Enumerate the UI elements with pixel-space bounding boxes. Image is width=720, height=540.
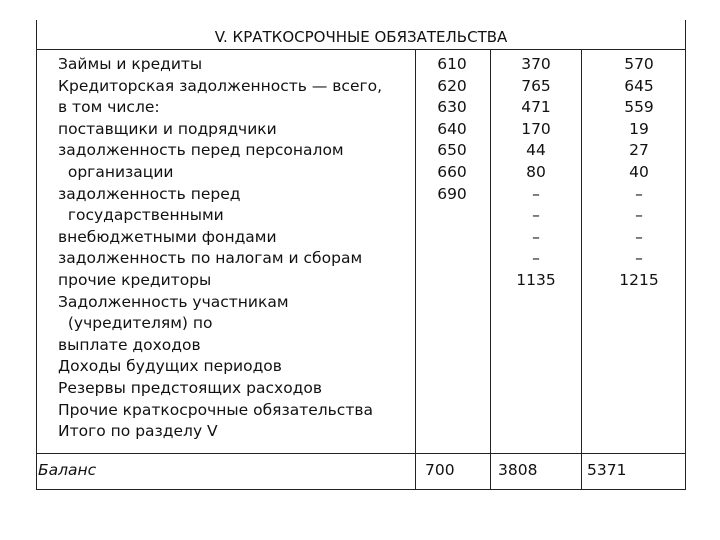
end-value: 27 xyxy=(629,141,649,160)
row-code: 640 xyxy=(437,119,467,138)
table-left-border xyxy=(36,20,37,490)
row-label: в том числе: xyxy=(58,98,160,117)
end-value: – xyxy=(635,184,643,203)
begin-value: – xyxy=(532,249,540,268)
row-code: 690 xyxy=(437,184,467,203)
row-label: прочие кредиторы xyxy=(58,270,212,289)
end-value: – xyxy=(635,249,643,268)
row-label: организации xyxy=(58,162,174,181)
row-label: Резервы предстоящих расходов xyxy=(58,378,323,397)
end-value: 570 xyxy=(624,55,654,73)
end-value: – xyxy=(635,227,643,246)
footer-rule xyxy=(36,453,686,454)
row-label: Итого по разделу V xyxy=(58,422,218,441)
begin-value: 370 xyxy=(521,55,551,73)
row-code: 630 xyxy=(437,98,467,117)
code-column xyxy=(428,54,476,205)
row-label: задолженность по налогам и сборам xyxy=(58,249,363,268)
begin-value: – xyxy=(532,227,540,246)
end-value: 40 xyxy=(629,162,649,181)
row-label: государственными xyxy=(58,206,224,225)
header-rule xyxy=(36,49,686,50)
balance-begin-value: 3808 xyxy=(498,461,538,479)
section-title: V. КРАТКОСРОЧНЫЕ ОБЯЗАТЕЛЬСТВА xyxy=(214,28,508,46)
column-divider xyxy=(490,50,491,490)
row-label: Займы и кредиты xyxy=(58,55,203,73)
row-labels xyxy=(58,54,382,443)
row-label: поставщики и подрядчики xyxy=(58,119,277,138)
end-value: 559 xyxy=(624,98,654,117)
row-label: задолженность перед xyxy=(58,184,241,203)
row-label: (учредителям) по xyxy=(58,314,213,333)
row-code: 650 xyxy=(437,141,467,160)
begin-value: 1135 xyxy=(516,270,556,289)
begin-value: 471 xyxy=(521,98,551,117)
balance-end-value: 5371 xyxy=(587,461,627,479)
row-label: Задолженность участникам xyxy=(58,292,289,311)
bottom-rule xyxy=(36,489,686,490)
row-code: 610 xyxy=(437,55,467,73)
row-label: внебюджетными фондами xyxy=(58,227,277,246)
row-code: 660 xyxy=(437,162,467,181)
row-label: задолженность перед персоналом xyxy=(58,141,344,160)
column-divider xyxy=(581,50,582,490)
end-value: 645 xyxy=(624,76,654,95)
balance-code: 700 xyxy=(425,461,455,479)
row-label: Доходы будущих периодов xyxy=(58,357,282,376)
begin-value: 80 xyxy=(526,162,546,181)
end-value: 1215 xyxy=(619,270,659,289)
begin-value: – xyxy=(532,184,540,203)
begin-value: – xyxy=(532,206,540,225)
table-right-border xyxy=(685,20,686,490)
balance-label: Баланс xyxy=(38,461,97,479)
row-label: Прочие краткосрочные обязательства xyxy=(58,400,373,419)
balance-sheet-table xyxy=(36,20,686,490)
row-label: выплате доходов xyxy=(58,335,201,354)
begin-period-column xyxy=(506,54,566,292)
begin-value: 44 xyxy=(526,141,546,160)
column-divider xyxy=(415,50,416,490)
row-code: 620 xyxy=(437,76,467,95)
begin-value: 170 xyxy=(521,119,551,138)
row-label: Кредиторская задолженность — всего, xyxy=(58,76,383,95)
end-value: 19 xyxy=(629,119,649,138)
begin-value: 765 xyxy=(521,76,551,95)
end-value: – xyxy=(635,206,643,225)
end-period-column xyxy=(601,54,677,292)
